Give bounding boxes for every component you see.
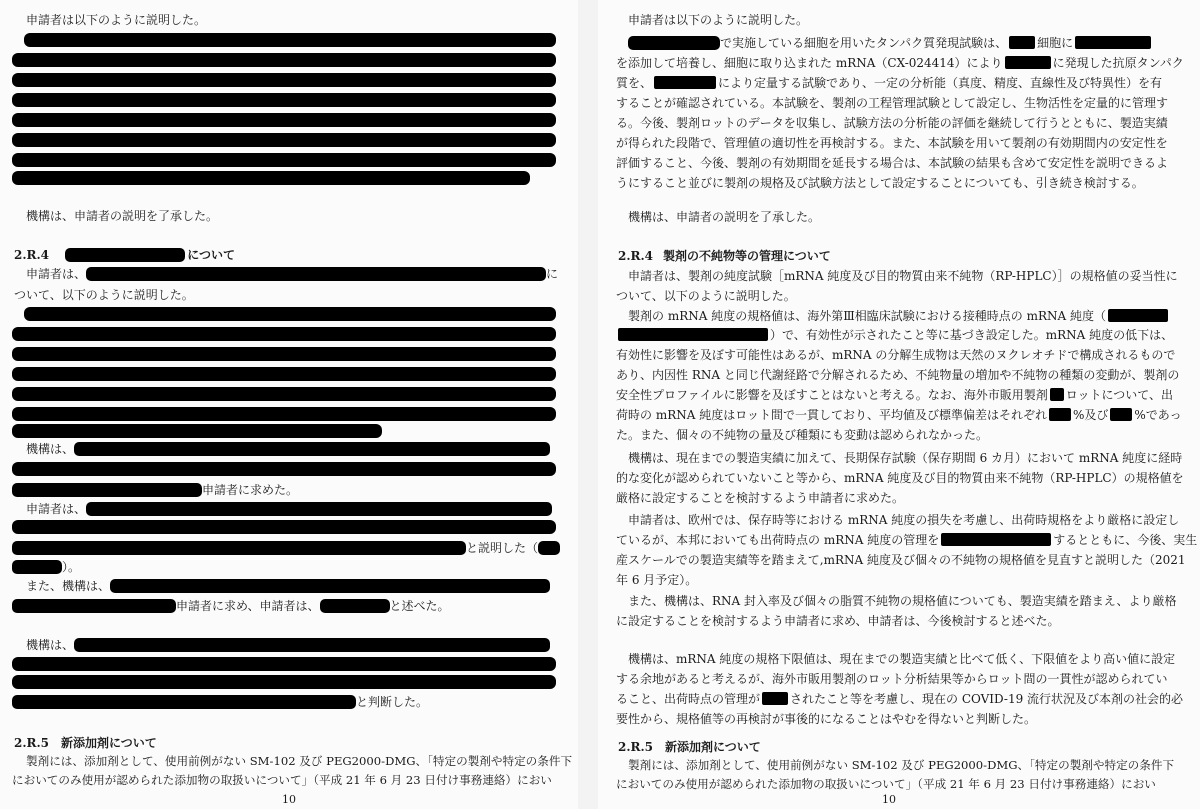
section-heading-2r5: 2.R.5 新添加剤について [14, 735, 157, 750]
redaction-bar [12, 113, 556, 127]
paragraph-line: 申請者は以下のように説明した。 [628, 12, 809, 27]
paragraph-line: 厳格に設定することを検討するよう申請者に求めた。 [616, 490, 905, 505]
paragraph-line: で実施している細胞を用いたタンパク質発現試験は、 細胞に [628, 31, 1153, 53]
section-heading-2r5: 2.R.5 新添加剤について [618, 739, 761, 754]
section-heading-2r4: 2.R.4 製剤の不純物等の管理について [618, 248, 831, 263]
redaction-block [12, 560, 62, 574]
paragraph-line: 質を、 により定量する試験であり、一定の分析能（真度、精度、直線性及び特異性）を有 [616, 75, 1163, 90]
paragraph-line: 機構は、mRNA 純度の規格下限値は、現在までの製造実績と比べて低く、下限値をより高い値に設定 [628, 651, 1176, 666]
section-number: 2.R.4 [14, 247, 50, 262]
paragraph-line: 評価すること、今後、製剤の有効期間を延長する場合は、本試験の結果も含めて安定性を説明できるよ [616, 155, 1169, 170]
redaction-block [1050, 388, 1064, 401]
redaction-bar [12, 407, 556, 421]
right-page [598, 0, 1200, 809]
paragraph-line: 申請者は、製剤の純度試験［mRNA 純度及び目的物質由来不純物（RP-HPLC）］の規格値の妥当性に [628, 268, 1178, 283]
redaction-block [320, 599, 390, 613]
redaction-bar [24, 33, 556, 47]
paragraph-line: 申請者に求めた。 [12, 478, 298, 500]
paragraph-line: 機構は、 [26, 437, 550, 459]
accepted-statement: 機構は、申請者の説明を了承した。 [26, 208, 219, 223]
redaction-block [941, 533, 1051, 546]
redaction-block [1075, 36, 1151, 49]
paragraph-line: する余地があると考えるが、海外市販用製剤のロット分析結果等からロット間の一貫性が認められてい [616, 671, 1168, 686]
redaction-block [654, 76, 716, 89]
redaction-block [12, 695, 356, 709]
redaction-block [1108, 309, 1168, 322]
paragraph-line: ）で、有効性が示されたこと等に基づき設定した。mRNA 純度の低下は、 [616, 323, 1173, 345]
explain-intro: 申請者は以下のように説明した。 [26, 12, 207, 27]
redaction-block [1009, 36, 1035, 49]
redaction-block [538, 541, 560, 555]
redaction-bar [12, 73, 556, 87]
page-gutter [578, 0, 598, 809]
paragraph-line: ること、出荷時点の管理が されたこと等を考慮し、現在の COVID-19 流行状況及び本剤の社会的必 [616, 691, 1184, 706]
paragraph-line: る。今後、製剤ロットのデータを収集し、試験方法の分析能の評価を継続して行うとともに、製造実績 [616, 115, 1168, 130]
redaction-block [74, 442, 550, 456]
paragraph-line: ついて、以下のように説明した。 [14, 287, 194, 302]
redaction-bar [12, 53, 556, 67]
redaction-bar [12, 153, 556, 167]
paragraph-line: うにすること並びに製剤の規格及び試験方法として設定することについても、引き続き検討する。 [616, 175, 1144, 190]
redaction-block [12, 599, 176, 613]
paragraph-line: 申請者に求め、申請者は、 と述べた。 [12, 594, 450, 616]
paragraph-line: あり、内因性 RNA と同じ代謝経路で分解されるため、不純物量の増加や不純物の種類の変動が、製剤の [616, 367, 1180, 382]
paragraph-line: また、機構は、RNA 封入率及び個々の脂質不純物の規格値についても、製造実績を踏まえ、より厳格 [628, 593, 1177, 608]
paragraph-line: 安全性プロファイルに影響を及ぼすことはないと考える。なお、海外市販用製剤 ロットについて、出 [616, 387, 1174, 402]
redaction-block [762, 692, 788, 705]
page-number: 10 [282, 793, 296, 806]
redaction-block [86, 502, 552, 516]
redaction-bar [12, 171, 530, 185]
paragraph-line: 産スケールでの製造実績等を踏まえて,mRNA 純度及び個々の不純物の規格値を見直すと説明した（2021 [616, 552, 1186, 567]
paragraph-line: 申請者は、 に [26, 266, 559, 281]
redaction-block [628, 36, 720, 50]
paragraph-line: することが確認されている。本試験を、製剤の工程管理試験として設定し、生物活性を定量的に管理す [616, 95, 1169, 110]
paragraph-line: ）。 [12, 555, 80, 577]
page-number: 10 [882, 793, 896, 806]
paragraph-line: が得られた段階で、管理値の適切性を再検討する。また、本試験を用いて製剤の有効期間内の安定性を [616, 135, 1168, 150]
paragraph-line: 製剤には、添加剤として、使用前例がない SM-102 及び PEG2000-DMG、「特定の製剤や特定の条件下 [628, 758, 1175, 772]
redaction-bar [12, 675, 556, 689]
paragraph-line: に設定することを検討するよう申請者に求め、申請者は、今後検討すると述べた。 [616, 613, 1060, 628]
paragraph-line: 有効性に影響を及ぼす可能性はあるが、mRNA の分解生成物は天然のヌクレオチドで構成されるもので [616, 347, 1176, 362]
redaction-block [1005, 56, 1051, 69]
redaction-block [86, 267, 546, 281]
redaction-block [12, 483, 202, 497]
paragraph-line: 機構は、 [26, 633, 550, 655]
redaction-block [1110, 408, 1132, 421]
redaction-bar [12, 462, 556, 476]
redaction-block [110, 579, 550, 593]
redaction-block [74, 638, 550, 652]
redaction-bar [12, 347, 556, 361]
redaction-block [1049, 408, 1071, 421]
redaction-bar [12, 520, 556, 534]
paragraph-line: を添加して培養し、細胞に取り込まれた mRNA（CX-024414）により に発現した抗原タンパク [616, 55, 1184, 70]
paragraph-line: 申請者は、 [26, 497, 552, 519]
redaction-block [12, 541, 466, 555]
paragraph-line: と説明した（ [12, 536, 560, 558]
paragraph-line: においてのみ使用が認められた添加物の取扱いについて」（平成 21 年 6 月 23 日付け事務連絡）におい [616, 777, 1156, 791]
redaction-bar [12, 93, 556, 107]
paragraph-line: ついて、以下のように説明した。 [616, 288, 796, 303]
paragraph-line: 申請者は、欧州では、保存時等における mRNA 純度の損失を考慮し、出荷時規格をより厳格に設定し [628, 512, 1180, 527]
paragraph-line: 荷時の mRNA 純度はロット間で一貫しており、平均値及び標準偏差はそれぞれ %及び %であっ [616, 407, 1182, 422]
redaction-block [65, 248, 185, 262]
redaction-bar [12, 367, 556, 381]
paragraph-line: 製剤の mRNA 純度の規格値は、海外第Ⅲ相臨床試験における接種時点の mRNA 純度（ [628, 304, 1170, 326]
paragraph-line: た。また、個々の不純物の量及び種類にも変動は認められなかった。 [616, 427, 989, 442]
section-suffix: について [187, 247, 235, 262]
redaction-bar [12, 387, 556, 401]
paragraph-line: 的な変化が認められていないこと等から、mRNA 純度及び目的物質由来不純物（RP-HPLC）の規格値を [616, 470, 1184, 485]
paragraph-line: 機構は、現在までの製造実績に加えて、長期保存試験（保存期間 6 カ月）において mRNA 純度に経時 [628, 450, 1183, 465]
paragraph-line: ているが、本邦においても出荷時点の mRNA 純度の管理を するとともに、今後、実生 [616, 532, 1198, 547]
paragraph-line: 要性から、規格値等の再検討が事後的になることはやむを得ないと判断した。 [616, 711, 1037, 726]
paragraph-line: においてのみ使用が認められた添加物の取扱いについて」（平成 21 年 6 月 23 日付け事務連絡）におい [12, 773, 552, 787]
redaction-bar [24, 307, 556, 321]
redaction-block [618, 328, 768, 341]
paragraph-line: と判断した。 [12, 690, 428, 712]
redaction-bar [12, 133, 556, 147]
redaction-bar [12, 327, 556, 341]
paragraph-line: 製剤には、添加剤として、使用前例がない SM-102 及び PEG2000-DMG、「特定の製剤や特定の条件下 [26, 754, 573, 768]
redaction-bar [12, 657, 556, 671]
redaction-bar [12, 424, 382, 438]
accepted-statement: 機構は、申請者の説明を了承した。 [628, 209, 821, 224]
paragraph-line: 年 6 月予定）。 [616, 572, 698, 587]
paragraph-line: また、機構は、 [26, 574, 550, 596]
left-page [0, 0, 578, 809]
